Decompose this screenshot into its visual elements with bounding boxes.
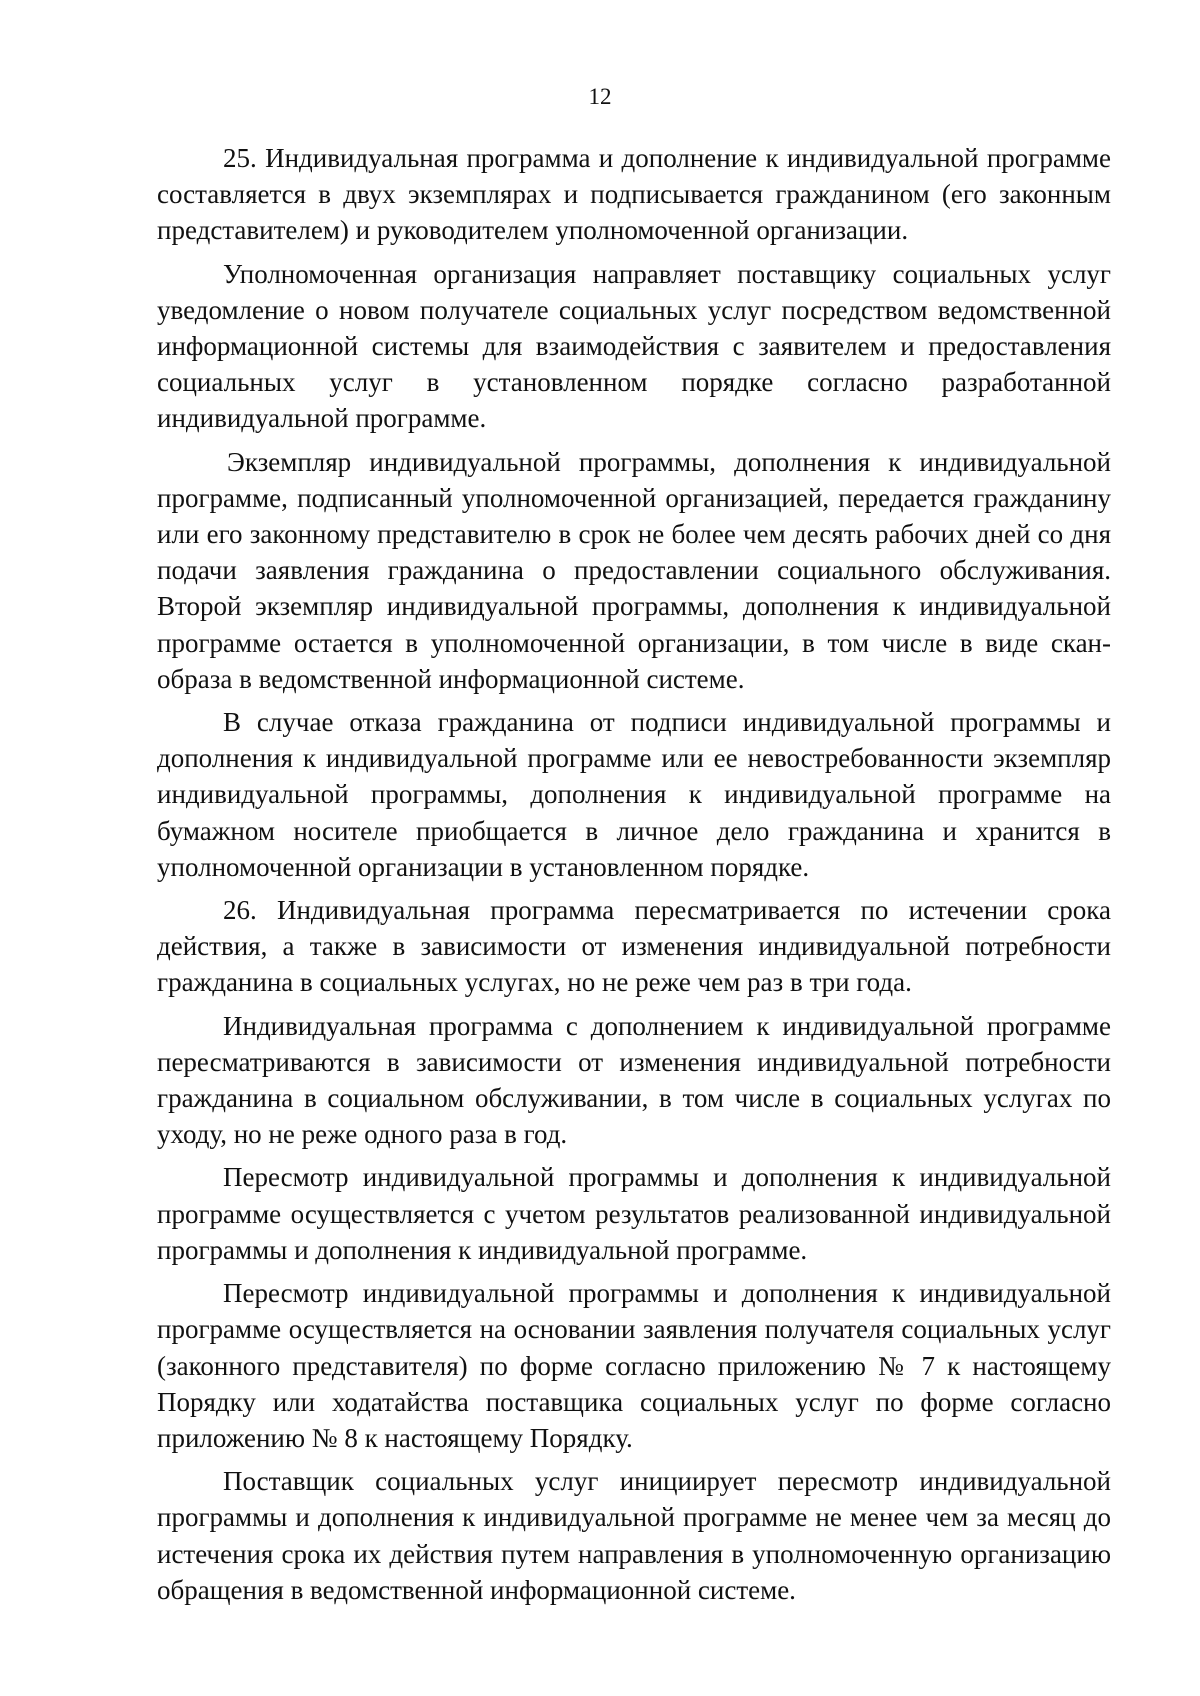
paragraph-annual-review: Индивидуальная программа с дополнением к индивидуальной программе пересматриваются в зависимости от изменения индивидуальной потребности гражданина в социальном обслуживании, в том числе в социальных услугах по уходу, но не реже одного раза в год. — [157, 1010, 1111, 1150]
paragraph-review-basis: Пересмотр индивидуальной программы и дополнения к индивидуальной программе осуществляется на основании заявления получателя социальных услуг (законного представителя) по форме согласно приложению № 7 к настоящему Порядку или ходатайства поставщика социальных услуг по форме согласно приложению № 8 к настоящему Порядку. — [157, 1278, 1111, 1453]
paragraph-provider-notification: Уполномоченная организация направляет поставщику социальных услуг уведомление о новом получателе социальных услуг посредством ведомственной информационной системы для взаимодействия с заявителем и предоставления социальных услуг в установленном порядке согласно разработанной индивидуальной программе. — [157, 258, 1111, 434]
paragraph-25-signing: 25. Индивидуальная программа и дополнение к индивидуальной программе составляется в двух экземплярах и подписывается гражданином (его законным представителем) и руководителем уполномоченной организации. — [157, 143, 1111, 246]
page-number: 12 — [588, 84, 612, 109]
paragraph-26-review-period: 26. Индивидуальная программа пересматривается по истечении срока действия, а также в зависимости от изменения индивидуальной потребности гражданина в социальных услугах, но не реже чем раз в три года. — [157, 895, 1111, 998]
paragraph-copy-transfer: Экземпляр индивидуальной программы, дополнения к индивидуальной программе, подписанный уполномоченной организацией, передается гражданину или его законному представителю в срок не более чем десять рабочих дней со дня подачи заявления гражданина о предоставлении социального обслуживания. Второй экземпляр индивидуальной программы, дополнения к индивидуальной программе остается в уполномоченной организации, в том числе в виде скан-образа в ведомственной информационной системе. — [157, 446, 1111, 694]
paragraph-review-results: Пересмотр индивидуальной программы и дополнения к индивидуальной программе осуществляется с учетом результатов реализованной индивидуальной программы и дополнения к индивидуальной программе. — [157, 1162, 1111, 1265]
document-body — [157, 140, 1111, 1608]
paragraph-provider-initiates-review: Поставщик социальных услуг инициирует пересмотр индивидуальной программы и дополнения к индивидуальной программе не менее чем за месяц до истечения срока их действия путем направления в уполномоченную организацию обращения в ведомственной информационной системе. — [157, 1466, 1111, 1605]
paragraph-refusal-to-sign: В случае отказа гражданина от подписи индивидуальной программы и дополнения к индивидуальной программе или ее невостребованности экземпляр индивидуальной программы, дополнения к индивидуальной программе на бумажном носителе приобщается в личное дело гражданина и хранится в уполномоченной организации в установленном порядке. — [157, 707, 1111, 882]
